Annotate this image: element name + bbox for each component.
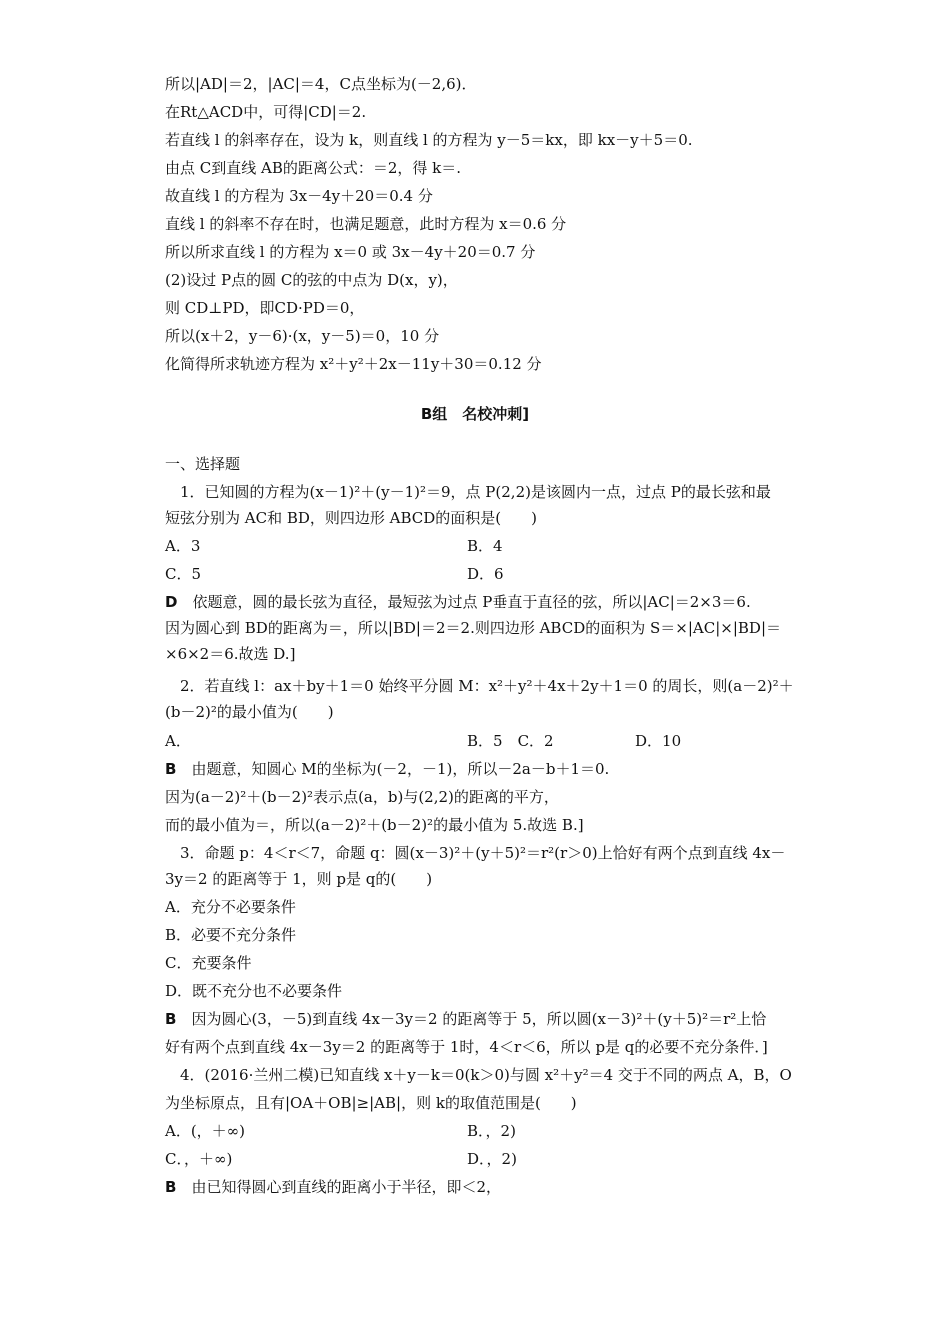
solution-line-3: 若直线 l 的斜率存在，设为 k，则直线 l 的方程为 y－5＝kx，即 kx－y＋5＝0. bbox=[165, 131, 693, 149]
q2-answer-line-2: 因为(a－2)²＋(b－2)²表示点(a，b)与(2,2)的距离的平方， bbox=[165, 788, 559, 806]
solution-line-10: 所以(x＋2，y－6)·(x，y－5)＝0，10 分 bbox=[165, 327, 440, 345]
q3-answer-letter: B bbox=[165, 1010, 177, 1028]
q1-stem-line-2: 短弦分别为 AC和 BD，则四边形 ABCD的面积是( ) bbox=[165, 509, 538, 527]
q4-option-c: C．，＋∞) bbox=[165, 1150, 233, 1168]
q4-answer-line-1 bbox=[165, 1177, 501, 1197]
q2-answer-text-1: 由题意，知圆心 M的坐标为(－2，－1)，所以－2a－b＋1＝0. bbox=[191, 760, 610, 778]
q2-answer-line-3: 而的最小值为＝，所以(a－2)²＋(b－2)²的最小值为 5.故选 B.] bbox=[165, 816, 584, 834]
q3-option-c: C．充要条件 bbox=[165, 954, 252, 972]
q3-option-b: B．必要不充分条件 bbox=[165, 926, 297, 944]
q1-stem-line-1: 1．已知圆的方程为(x－1)²＋(y－1)²＝9，点 P(2,2)是该圆内一点，过点 P的最长弦和最 bbox=[180, 483, 771, 501]
q4-stem-line-2: 为坐标原点，且有|OA＋OB|≥|AB|，则 k的取值范围是( ) bbox=[165, 1094, 577, 1112]
q1-answer-line-1 bbox=[165, 592, 751, 612]
q4-answer-letter: B bbox=[165, 1178, 177, 1196]
q3-option-a: A．充分不必要条件 bbox=[165, 898, 296, 916]
solution-line-7: 所以所求直线 l 的方程为 x＝0 或 3x－4y＋20＝0.7 分 bbox=[165, 243, 536, 261]
q1-answer-letter: D bbox=[165, 593, 178, 611]
q2-stem-line-1: 2．若直线 l：ax＋by＋1＝0 始终平分圆 M：x²＋y²＋4x＋2y＋1＝0 的周长，则(a－2)²＋ bbox=[180, 677, 794, 695]
q3-stem-line-1: 3．命题 p：4＜r＜7，命题 q：圆(x－3)²＋(y＋5)²＝r²(r＞0)上恰好有两个点到直线 4x－ bbox=[180, 844, 786, 862]
section-heading: B组 名校冲刺] bbox=[420, 405, 530, 423]
q2-option-d: D．10 bbox=[635, 732, 682, 750]
q4-option-a: A．(，＋∞) bbox=[165, 1122, 246, 1140]
q3-answer-line-1 bbox=[165, 1009, 766, 1029]
q2-answer-letter: B bbox=[165, 760, 177, 778]
q1-option-c: C．5 bbox=[165, 565, 202, 583]
q1-answer-line-3: ×6×2＝6.故选 D.] bbox=[165, 645, 296, 663]
solution-line-9: 则 CD⊥PD，即CD·PD＝0， bbox=[165, 299, 365, 317]
q2-option-a: A． bbox=[165, 732, 191, 750]
q1-answer-line-2: 因为圆心到 BD的距离为＝，所以|BD|＝2＝2.则四边形 ABCD的面积为 S＝×|AC|×|BD|＝ bbox=[165, 619, 781, 637]
q1-answer-text-1: 依题意，圆的最长弦为直径，最短弦为过点 P垂直于直径的弦，所以|AC|＝2×3＝6. bbox=[192, 593, 751, 611]
solution-line-6: 直线 l 的斜率不存在时，也满足题意，此时方程为 x＝0.6 分 bbox=[165, 215, 567, 233]
q3-answer-line-2: 好有两个点到直线 4x－3y＝2 的距离等于 1时，4＜r＜6，所以 p是 q的必要不充分条件．] bbox=[165, 1038, 768, 1056]
q3-stem-line-2: 3y＝2 的距离等于 1，则 p是 q的( ) bbox=[165, 870, 433, 888]
q1-option-a: A．3 bbox=[165, 537, 201, 555]
solution-line-5: 故直线 l 的方程为 3x－4y＋20＝0.4 分 bbox=[165, 187, 433, 205]
q2-answer-line-1 bbox=[165, 759, 609, 779]
solution-line-8: (2)设过 P点的圆 C的弦的中点为 D(x，y)， bbox=[165, 271, 458, 289]
q1-option-d: D．6 bbox=[467, 565, 504, 583]
solution-line-11: 化简得所求轨迹方程为 x²＋y²＋2x－11y＋30＝0.12 分 bbox=[165, 355, 542, 373]
solution-line-1: 所以|AD|＝2，|AC|＝4，C点坐标为(－2,6)． bbox=[165, 75, 477, 93]
q4-answer-text-1: 由已知得圆心到直线的距离小于半径，即＜2， bbox=[191, 1178, 501, 1196]
q3-option-d: D．既不充分也不必要条件 bbox=[165, 982, 343, 1000]
q3-answer-text-1: 因为圆心(3，－5)到直线 4x－3y＝2 的距离等于 5，所以圆(x－3)²＋(y＋5)²＝r²上恰 bbox=[191, 1010, 767, 1028]
q4-option-b: B．，2) bbox=[467, 1122, 516, 1140]
q2-option-bc: B．5 C．2 bbox=[467, 732, 554, 750]
q4-stem-line-1: 4．(2016·兰州二模)已知直线 x＋y－k＝0(k＞0)与圆 x²＋y²＝4 交于不同的两点 A，B，O bbox=[180, 1066, 792, 1084]
solution-line-2: 在Rt△ACD中，可得|CD|＝2. bbox=[165, 103, 367, 121]
solution-line-4: 由点 C到直线 AB的距离公式：＝2，得 k＝. bbox=[165, 159, 462, 177]
q1-option-b: B．4 bbox=[467, 537, 503, 555]
q2-stem-line-2: (b－2)²的最小值为( ) bbox=[165, 703, 334, 721]
q4-option-d: D．，2) bbox=[467, 1150, 517, 1168]
section-subheading: 一、选择题 bbox=[165, 455, 241, 473]
